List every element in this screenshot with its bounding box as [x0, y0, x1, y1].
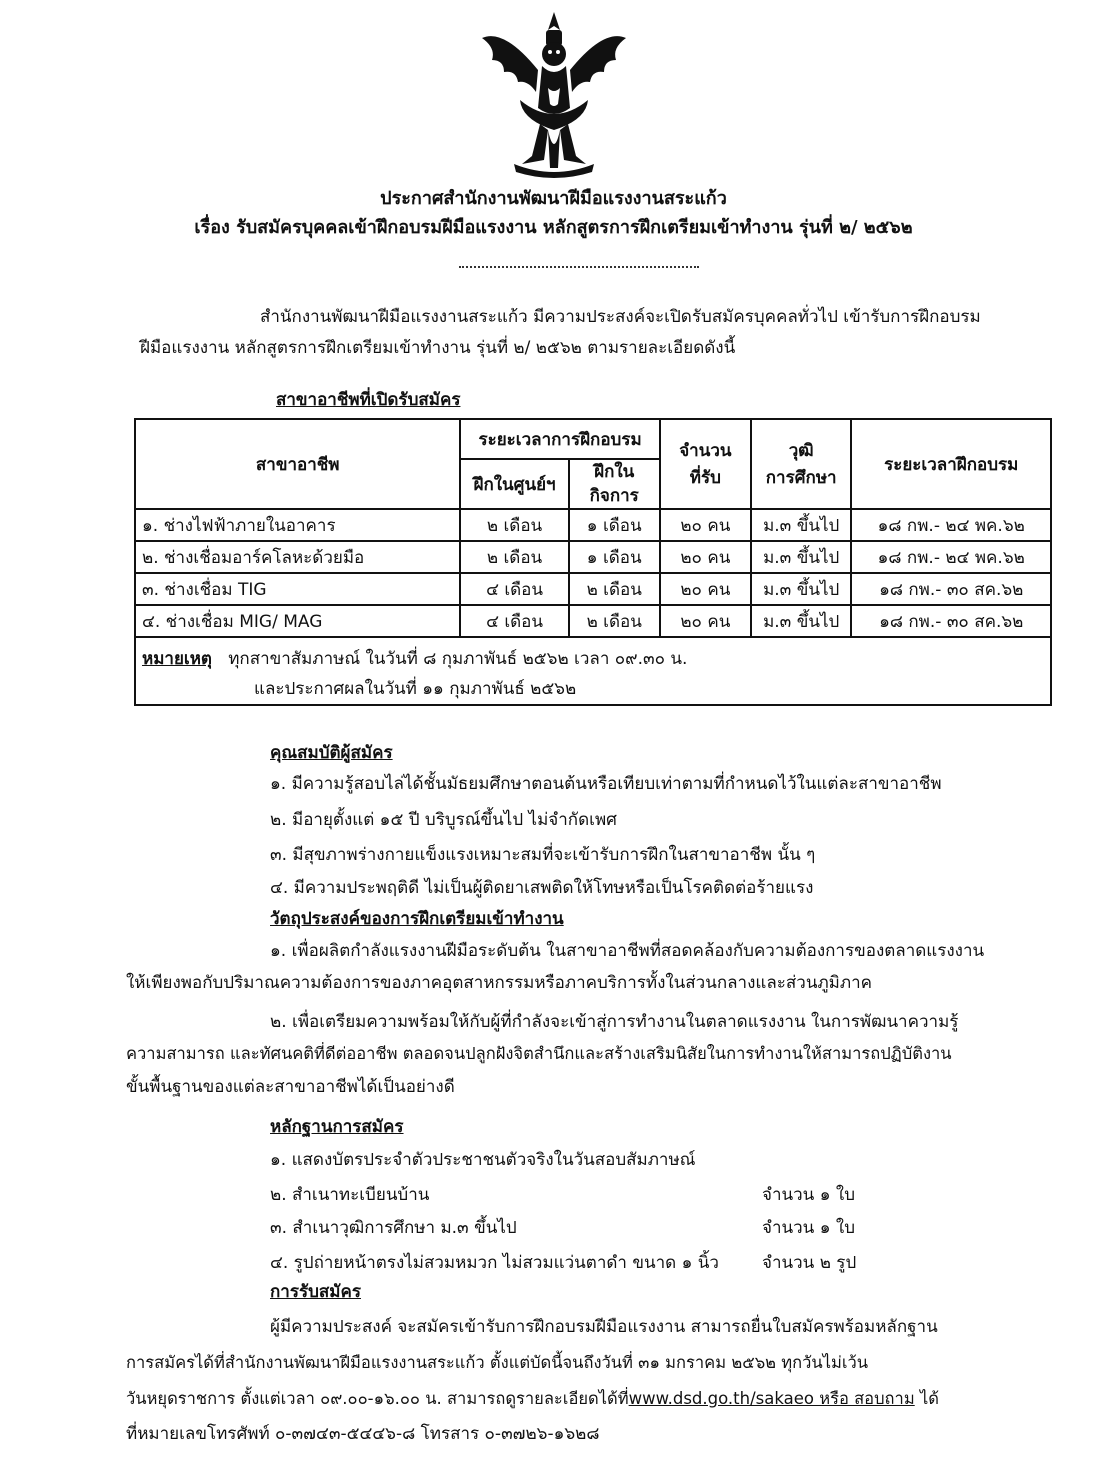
announcement-subject: เรื่อง รับสมัครบุคคลเข้าฝึกอบรมฝีมือแรงงาน หลักสูตรการฝึกเตรียมเข้าทำงาน รุ่นที่ ๒/ ๒๕๖๒ — [194, 217, 913, 238]
qualification-item: ๓. มีสุขภาพร่างกายแข็งแรงเหมาะสมที่จะเข้ารับการฝึกในสาขาอาชีพ นั้น ๆ — [270, 845, 816, 865]
document-amount: จำนวน ๑ ใบ — [762, 1185, 855, 1205]
period-cell: ๑๘ กพ.- ๒๔ พค.๖๒ — [851, 509, 1051, 541]
application-line-1: ผู้มีความประสงค์ จะสมัครเข้ารับการฝึกอบรมฝีมือแรงงาน สามารถยื่นใบสมัครพร้อมหลักฐาน — [270, 1317, 938, 1337]
col-header-duration: ระยะเวลาการฝึกอบรม — [460, 419, 659, 459]
count-cell: ๒๐ คน — [660, 509, 751, 541]
application-heading: การรับสมัคร — [270, 1282, 361, 1302]
count-cell: ๒๐ คน — [660, 605, 751, 637]
col-header-period: ระยะเวลาฝึกอบรม — [851, 419, 1051, 509]
qualification-item: ๑. มีความรู้สอบไล่ได้ชั้นมัธยมศึกษาตอนต้นหรือเทียบเท่าตามที่กำหนดไว้ในแต่ละสาขาอาชีพ — [270, 774, 942, 794]
col-header-education: วุฒิ การศึกษา — [751, 419, 852, 509]
intro-line-1: สำนักงานพัฒนาฝีมือแรงงานสระแก้ว มีความประสงค์จะเปิดรับสมัครบุคคลทั่วไป เข้ารับการฝึกอบรม — [260, 307, 981, 327]
education-cell: ม.๓ ขึ้นไป — [751, 573, 852, 605]
period-cell: ๑๘ กพ.- ๓๐ สค.๖๒ — [851, 573, 1051, 605]
objectives-heading: วัตถุประสงค์ของการฝึกเตรียมเข้าทำงาน — [270, 909, 564, 929]
course-field-cell: ๓. ช่างเชื่อม TIG — [135, 573, 460, 605]
qualification-item: ๔. มีความประพฤติดี ไม่เป็นผู้ติดยาเสพติดให้โทษหรือเป็นโรคติดต่อร้ายแรง — [270, 878, 814, 898]
course-field-cell: ๔. ช่างเชื่อม MIG/ MAG — [135, 605, 460, 637]
application-line-4: ที่หมายเลขโทรศัพท์ ๐-๓๗๔๓-๕๔๔๖-๘ โทรสาร ๐-๓๗๒๖-๑๖๒๘ — [126, 1424, 600, 1444]
remark-label: หมายเหตุ — [142, 649, 212, 669]
period-cell: ๑๘ กพ.- ๒๔ พค.๖๒ — [851, 541, 1051, 573]
in-company-cell: ๑ เดือน — [569, 541, 660, 573]
remark-line-1: ทุกสาขาสัมภาษณ์ ในวันที่ ๘ กุมภาพันธ์ ๒๕๖๒ เวลา ๐๙.๓๐ น. — [228, 649, 688, 669]
col-header-count: จำนวน ที่รับ — [660, 419, 751, 509]
course-field-cell: ๒. ช่างเชื่อมอาร์คโลหะด้วยมือ — [135, 541, 460, 573]
website-link[interactable]: www.dsd.go.th/sakaeo หรือ สอบถาม — [628, 1389, 915, 1408]
remark-line-2: และประกาศผลในวันที่ ๑๑ กุมภาพันธ์ ๒๕๖๒ — [254, 679, 577, 699]
col-header-field: สาขาอาชีพ — [135, 419, 460, 509]
education-cell: ม.๓ ขึ้นไป — [751, 509, 852, 541]
col-header-in-center: ฝึกในศูนย์ฯ — [460, 459, 568, 509]
education-cell: ม.๓ ขึ้นไป — [751, 541, 852, 573]
in-center-cell: ๔ เดือน — [460, 605, 568, 637]
document-item: ๔. รูปถ่ายหน้าตรงไม่สวมหมวก ไม่สวมแว่นตาดำ ขนาด ๑ นิ้ว — [270, 1253, 719, 1273]
document-amount: จำนวน ๑ ใบ — [762, 1218, 855, 1238]
education-cell: ม.๓ ขึ้นไป — [751, 605, 852, 637]
in-center-cell: ๒ เดือน — [460, 509, 568, 541]
document-item: ๑. แสดงบัตรประจำตัวประชาชนตัวจริงในวันสอบสัมภาษณ์ — [270, 1150, 696, 1170]
col-header-in-company: ฝึกใน กิจการ — [569, 459, 660, 509]
qualifications-heading: คุณสมบัติผู้สมัคร — [270, 743, 393, 763]
count-cell: ๒๐ คน — [660, 573, 751, 605]
count-cell: ๒๐ คน — [660, 541, 751, 573]
garuda-emblem-icon — [474, 8, 634, 180]
courses-table — [134, 418, 1052, 706]
in-center-cell: ๒ เดือน — [460, 541, 568, 573]
in-center-cell: ๔ เดือน — [460, 573, 568, 605]
remark-cell — [135, 637, 1051, 705]
document-item: ๒. สำเนาทะเบียนบ้าน — [270, 1185, 430, 1205]
document-amount: จำนวน ๒ รูป — [762, 1253, 857, 1273]
objective-2-line-1: ๒. เพื่อเตรียมความพร้อมให้กับผู้ที่กำลังจะเข้าสู่การทำงานในตลาดแรงงาน ในการพัฒนาความรู้ — [270, 1012, 959, 1032]
objective-2-line-2: ความสามารถ และทัศนคติที่ดีต่ออาชีพ ตลอดจนปลูกฝังจิตสำนึกและสร้างเสริมนิสัยในการทำงานให้สามารถปฏิบัติงาน — [126, 1044, 952, 1063]
table-row — [135, 573, 1051, 605]
application-line-2: การสมัครได้ที่สำนักงานพัฒนาฝีมือแรงงานสระแก้ว ตั้งแต่บัดนี้จนถึงวันที่ ๓๑ มกราคม ๒๕๖๒ ทุกวันไม่เว้น — [126, 1353, 869, 1372]
in-company-cell: ๒ เดือน — [569, 573, 660, 605]
document-item: ๓. สำเนาวุฒิการศึกษา ม.๓ ขึ้นไป — [270, 1218, 517, 1238]
courses-heading: สาขาอาชีพที่เปิดรับสมัคร — [276, 390, 461, 410]
objective-2-line-3: ขั้นพื้นฐานของแต่ละสาขาอาชีพได้เป็นอย่างดี — [126, 1077, 455, 1097]
table-row — [135, 605, 1051, 637]
documents-heading: หลักฐานการสมัคร — [270, 1117, 404, 1137]
in-company-cell: ๒ เดือน — [569, 605, 660, 637]
in-company-cell: ๑ เดือน — [569, 509, 660, 541]
objective-1-line-1: ๑. เพื่อผลิตกำลังแรงงานฝีมือระดับต้น ในสาขาอาชีพที่สอดคล้องกับความต้องการของตลาดแรงงาน — [270, 941, 985, 961]
intro-line-2: ฝีมือแรงงาน หลักสูตรการฝึกเตรียมเข้าทำงาน รุ่นที่ ๒/ ๒๕๖๒ ตามรายละเอียดดังนี้ — [140, 338, 736, 358]
table-row — [135, 509, 1051, 541]
period-cell: ๑๘ กพ.- ๓๐ สค.๖๒ — [851, 605, 1051, 637]
objective-1-line-2: ให้เพียงพอกับปริมาณความต้องการของภาคอุตสาหกรรมหรือภาคบริการทั้งในส่วนกลางและส่วนภูมิภาค — [126, 973, 872, 993]
table-row — [135, 541, 1051, 573]
dotted-divider — [459, 266, 699, 268]
qualification-item: ๒. มีอายุตั้งแต่ ๑๕ ปี บริบูรณ์ขึ้นไป ไม่จำกัดเพศ — [270, 810, 617, 830]
course-field-cell: ๑. ช่างไฟฟ้าภายในอาคาร — [135, 509, 460, 541]
application-line-3: วันหยุดราชการ ตั้งแต่เวลา ๐๙.๐๐-๑๖.๐๐ น. สามารถดูรายละเอียดได้ที่www.dsd.go.th/sakaeo หรือ สอบถาม ได้ — [126, 1389, 939, 1408]
announcement-title: ประกาศสำนักงานพัฒนาฝีมือแรงงานสระแก้ว — [380, 188, 727, 209]
